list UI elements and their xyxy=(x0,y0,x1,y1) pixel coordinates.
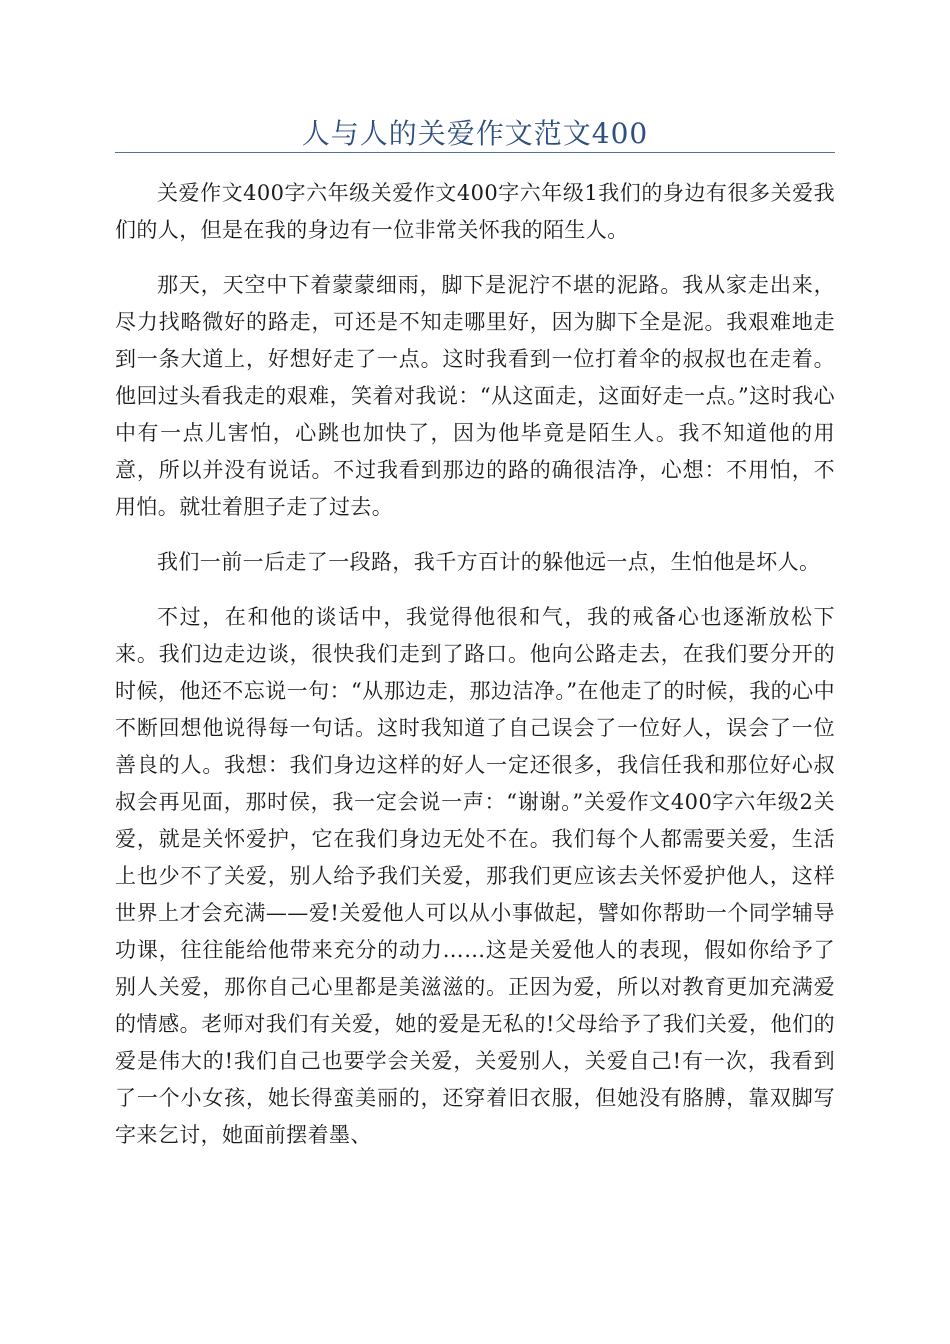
document-body xyxy=(115,175,835,1154)
paragraph-1: 关爱作文400字六年级关爱作文400字六年级1我们的身边有很多关爱我们的人，但是在我的身边有一位非常关怀我的陌生人。 xyxy=(115,181,835,242)
document-page xyxy=(115,0,835,1172)
paragraph-3: 我们一前一后走了一段路，我千方百计的躲他远一点，生怕他是坏人。 xyxy=(157,550,821,574)
paragraph-2: 那天，天空中下着蒙蒙细雨，脚下是泥泞不堪的泥路。我从家走出来，尽力找略微好的路走，可还是不知走哪里好，因为脚下全是泥。我艰难地走到一条大道上，好想好走了一点。这时我看到一位打着伞的叔叔也在走着。他回过头看我走的艰难，笑着对我说：“从这面走，这面好走一点。”这时我心中有一点儿害怕，心跳也加快了，因为他毕竟是陌生人。我不知道他的用意，所以并没有说话。不过我看到那边的路的确很洁净，心想：不用怕，不用怕。就壮着胆子走了过去。 xyxy=(115,273,835,519)
document-title: 人与人的关爱作文范文400 xyxy=(301,117,649,150)
title-underline xyxy=(115,152,835,153)
paragraph-4: 不过，在和他的谈话中，我觉得他很和气，我的戒备心也逐渐放松下来。我们边走边谈，很快我们走到了路口。他向公路走去，在我们要分开的时候，他还不忘说一句：“从那边走，那边洁净。”在他走了的时候，我的心中不断回想他说得每一句话。这时我知道了自己误会了一位好人，误会了一位善良的人。我想：我们身边这样的好人一定还很多，我信任我和那位好心叔叔会再见面，那时侯，我一定会说一声：“谢谢。”关爱作文400字六年级2关爱，就是关怀爱护，它在我们身边无处不在。我们每个人都需要关爱，生活上也少不了关爱，别人给予我们关爱，那我们更应该去关怀爱护他人，这样世界上才会充满——爱!关爱他人可以从小事做起，譬如你帮助一个同学辅导功课，往往能给他带来充分的动力……这是关爱他人的表现，假如你给予了别人关爱，那你自己心里都是美滋滋的。正因为爱，所以对教育更加充满爱的情感。老师对我们有关爱，她的爱是无私的!父母给予了我们关爱，他们的爱是伟大的!我们自己也要学会关爱，关爱别人，关爱自己!有一次，我看到了一个小女孩，她长得蛮美丽的，还穿着旧衣服，但她没有胳膊，靠双脚写字来乞讨，她面前摆着墨、 xyxy=(115,605,835,1147)
